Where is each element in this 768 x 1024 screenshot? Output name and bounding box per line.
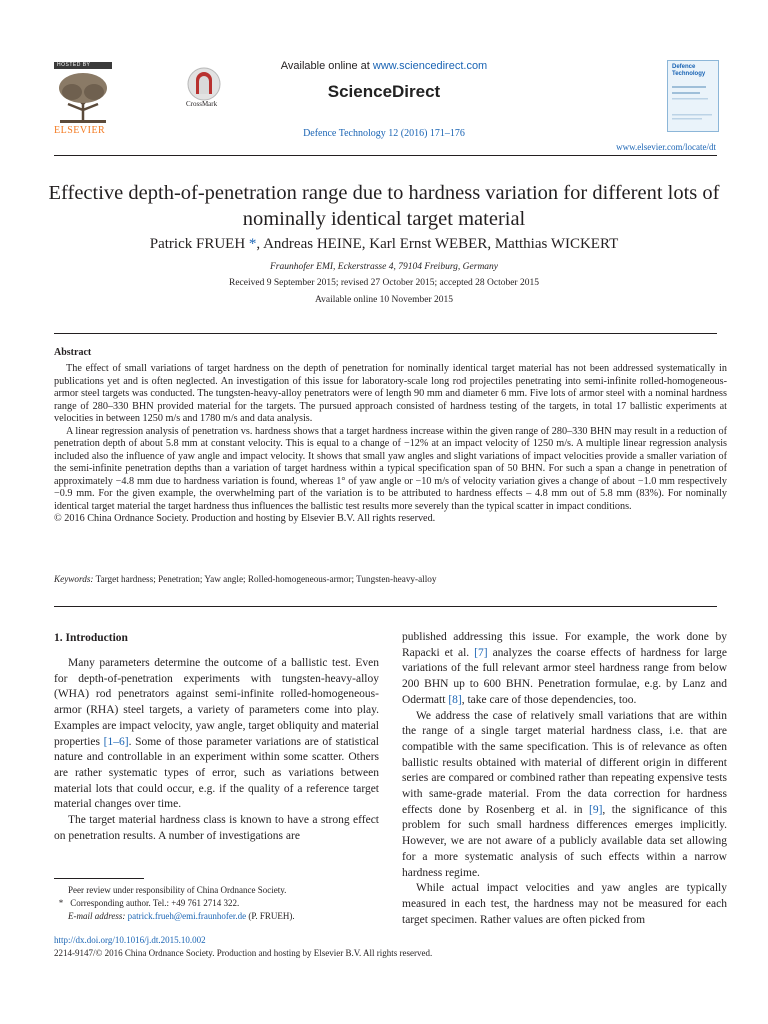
abstract-top-divider xyxy=(54,333,717,334)
email-note xyxy=(54,910,398,923)
intro-paragraph-5: While actual impact velocities and yaw angles are typically measured in each test, the hardness may not be measured for each target specimen. Rather values are often picked from xyxy=(402,882,727,926)
citation-link[interactable]: [1–6] xyxy=(103,735,129,748)
available-online-date: Available online 10 November 2015 xyxy=(314,295,454,305)
doi-link[interactable]: http://dx.doi.org/10.1016/j.dt.2015.10.002 xyxy=(54,935,206,945)
journal-cover-graphic xyxy=(672,84,712,124)
author-list xyxy=(0,236,768,253)
abstract-copyright: © 2016 China Ordnance Society. Production and hosting by Elsevier B.V. All rights reserved. xyxy=(54,513,436,524)
footer-copyright: 2214-9147/© 2016 China Ordnance Society. Production and hosting by Elsevier B.V. All rights reserved. xyxy=(54,948,433,958)
abstract-paragraph-1: The effect of small variations of target hardness on the depth of penetration for nominally identical target material has not been addressed systematically in publications yet and is often neglected. An investigation of this issue for laboratory-scale long rod projectiles penetrating into semi-infinite rolled-homogeneous-armor steel targets was conducted. The tungsten-heavy-alloy penetrators were of length 90 mm and diameter 6 mm. Five lots of armor steel with a nominal hardness range of 280–330 BHN provided material for the targets. The pursued approach consisted of hardness testing of the targets, in total 17 ballistic experiments at velocities in between 1250 m/s and 1780 m/s and data analysis. xyxy=(54,363,727,424)
abstract-bottom-divider xyxy=(54,606,717,607)
email-suffix: (P. FRUEH). xyxy=(246,911,295,921)
article-history: Received 9 September 2015; revised 27 October 2015; accepted 28 October 2015 xyxy=(229,278,539,288)
sciencedirect-brand[interactable]: ScienceDirect xyxy=(327,82,441,101)
crossmark-label: CrossMark xyxy=(186,100,218,108)
journal-homepage-link[interactable]: www.elsevier.com/locate/dt xyxy=(616,142,716,152)
sciencedirect-link[interactable]: www.sciencedirect.com xyxy=(372,60,488,72)
intro-paragraph-2: The target material hardness class is known to have a strong effect on penetration results. A number of investigations are xyxy=(54,814,379,842)
affiliation: Fraunhofer EMI, Eckerstrasse 4, 79104 Freiburg, Germany xyxy=(269,262,499,272)
article-title: Effective depth-of-penetration range due to hardness variation for different lots of nominally identical target material xyxy=(48,182,720,230)
available-prefix: Available online at xyxy=(280,60,373,72)
citation-link[interactable]: [8] xyxy=(448,693,462,706)
peer-review-note: Peer review under responsibility of China Ordnance Society. xyxy=(68,885,287,895)
abstract-body xyxy=(54,363,727,526)
hosted-by-banner: HOSTED BY xyxy=(54,62,112,69)
available-online-line xyxy=(0,60,768,72)
abstract-heading: Abstract xyxy=(54,347,92,358)
header-divider xyxy=(54,155,717,156)
intro-paragraph-3: published addressing this issue. For example, the work done by Rapacki et al. [7] analyzes the coarse effects of hardness for large variations of the full relevant armor steel hardness range from below 200 BHN up to 600 BHN. Penetration formulae, e.g. by Lanz and Odermatt [8], take care of those dependencies, too. xyxy=(402,631,727,706)
keywords-list: Target hardness; Penetration; Yaw angle; Rolled-homogeneous-armor; Tungsten-heavy-alloy xyxy=(93,574,437,584)
corresponding-author-note xyxy=(54,897,384,910)
intro-paragraph-1: Many parameters determine the outcome of a ballistic test. Even for depth-of-penetration experiments with tungsten-heavy-alloy (WHA) rod penetrators against semi-infinite rolled-homogeneous-armor (RHA) steel targets, a variety of parameters come into play. Examples are impact velocity, yaw angle, target obliquity and material properties [1–6]. Some of those parameter variations are of statistical nature and controllable in an experiment within some scatter. Others are rather systematic types of error, such as variations between material lots that could occur, e.g. if the quality of a reference target material changes over time. xyxy=(54,657,380,811)
journal-reference: Defence Technology 12 (2016) 171–176 xyxy=(303,128,465,139)
author-frueh[interactable]: Patrick FRUEH xyxy=(149,236,249,252)
journal-cover-title: Defence Technology xyxy=(672,64,706,77)
keywords-line xyxy=(54,574,727,584)
footnote-asterisk: * xyxy=(58,898,64,908)
body-column-left xyxy=(54,656,379,844)
email-label: E-mail address: xyxy=(68,911,128,921)
intro-paragraph-4: We address the case of relatively small variations that are within the range of a single target material hardness class, i.e. that are compatible with the same specification. This is of relevance as often ballistic results obtained with material of different origin in different series are compared or combined rather than repeating expensive tests with same-grade material. From the data correction for hardness effects done by Rosenberg et al. in [9], the significance of this problem for such small hardness differences emerges implicitly. However, we are not aware of a publicly available data set allowing for a more systematic analysis of such effects within a narrow hardness regime. xyxy=(402,709,727,879)
corresponding-author-mark[interactable]: * xyxy=(248,236,257,252)
elsevier-wordmark[interactable]: ELSEVIER xyxy=(54,125,106,136)
body-column-right xyxy=(402,630,727,928)
section-heading-introduction: 1. Introduction xyxy=(54,632,128,644)
corresponding-author-text: Corresponding author. Tel.: +49 761 2714 322. xyxy=(68,898,240,908)
keywords-label: Keywords: xyxy=(54,574,94,584)
co-authors: , Andreas HEINE, Karl Ernst WEBER, Matthias WICKERT xyxy=(256,236,619,252)
email-link[interactable]: patrick.frueh@emi.fraunhofer.de xyxy=(127,911,247,921)
citation-link[interactable]: [9] xyxy=(589,803,603,816)
footnote-divider xyxy=(54,878,144,879)
abstract-paragraph-2: A linear regression analysis of penetration vs. hardness shows that a target hardness increase within the given range of 280–330 BHN may result in a reduction of penetration depth of about 5.8 mm at constant velocity. This is equal to a change of −12% at an impact velocity of 1250 m/s. A multiple linear regression analysis included also the influence of yaw angle and impact velocity. It shows that small yaw angles and slight variations of impact velocities provide a smaller variation of the semi-infinite penetration depths than a variation of target hardness within a typical specification span of 50 BHN. For such a span a change in penetration of approximately −4.8 mm due to hardness variation is found, whereas 1° of yaw angle or −10 m/s of velocity variation gives a change of about −1.0 mm respectively −0.9 mm. For the given example, the overwhelming part of the variation is to be attributed to hardness effects – 4.8 mm out of 5.8 mm (83%). For nominally identical target material the target hardness thus influences the ballistic test results more severely than the typical scatter in impact conditions. xyxy=(54,425,727,512)
citation-link[interactable]: [7] xyxy=(474,646,488,659)
